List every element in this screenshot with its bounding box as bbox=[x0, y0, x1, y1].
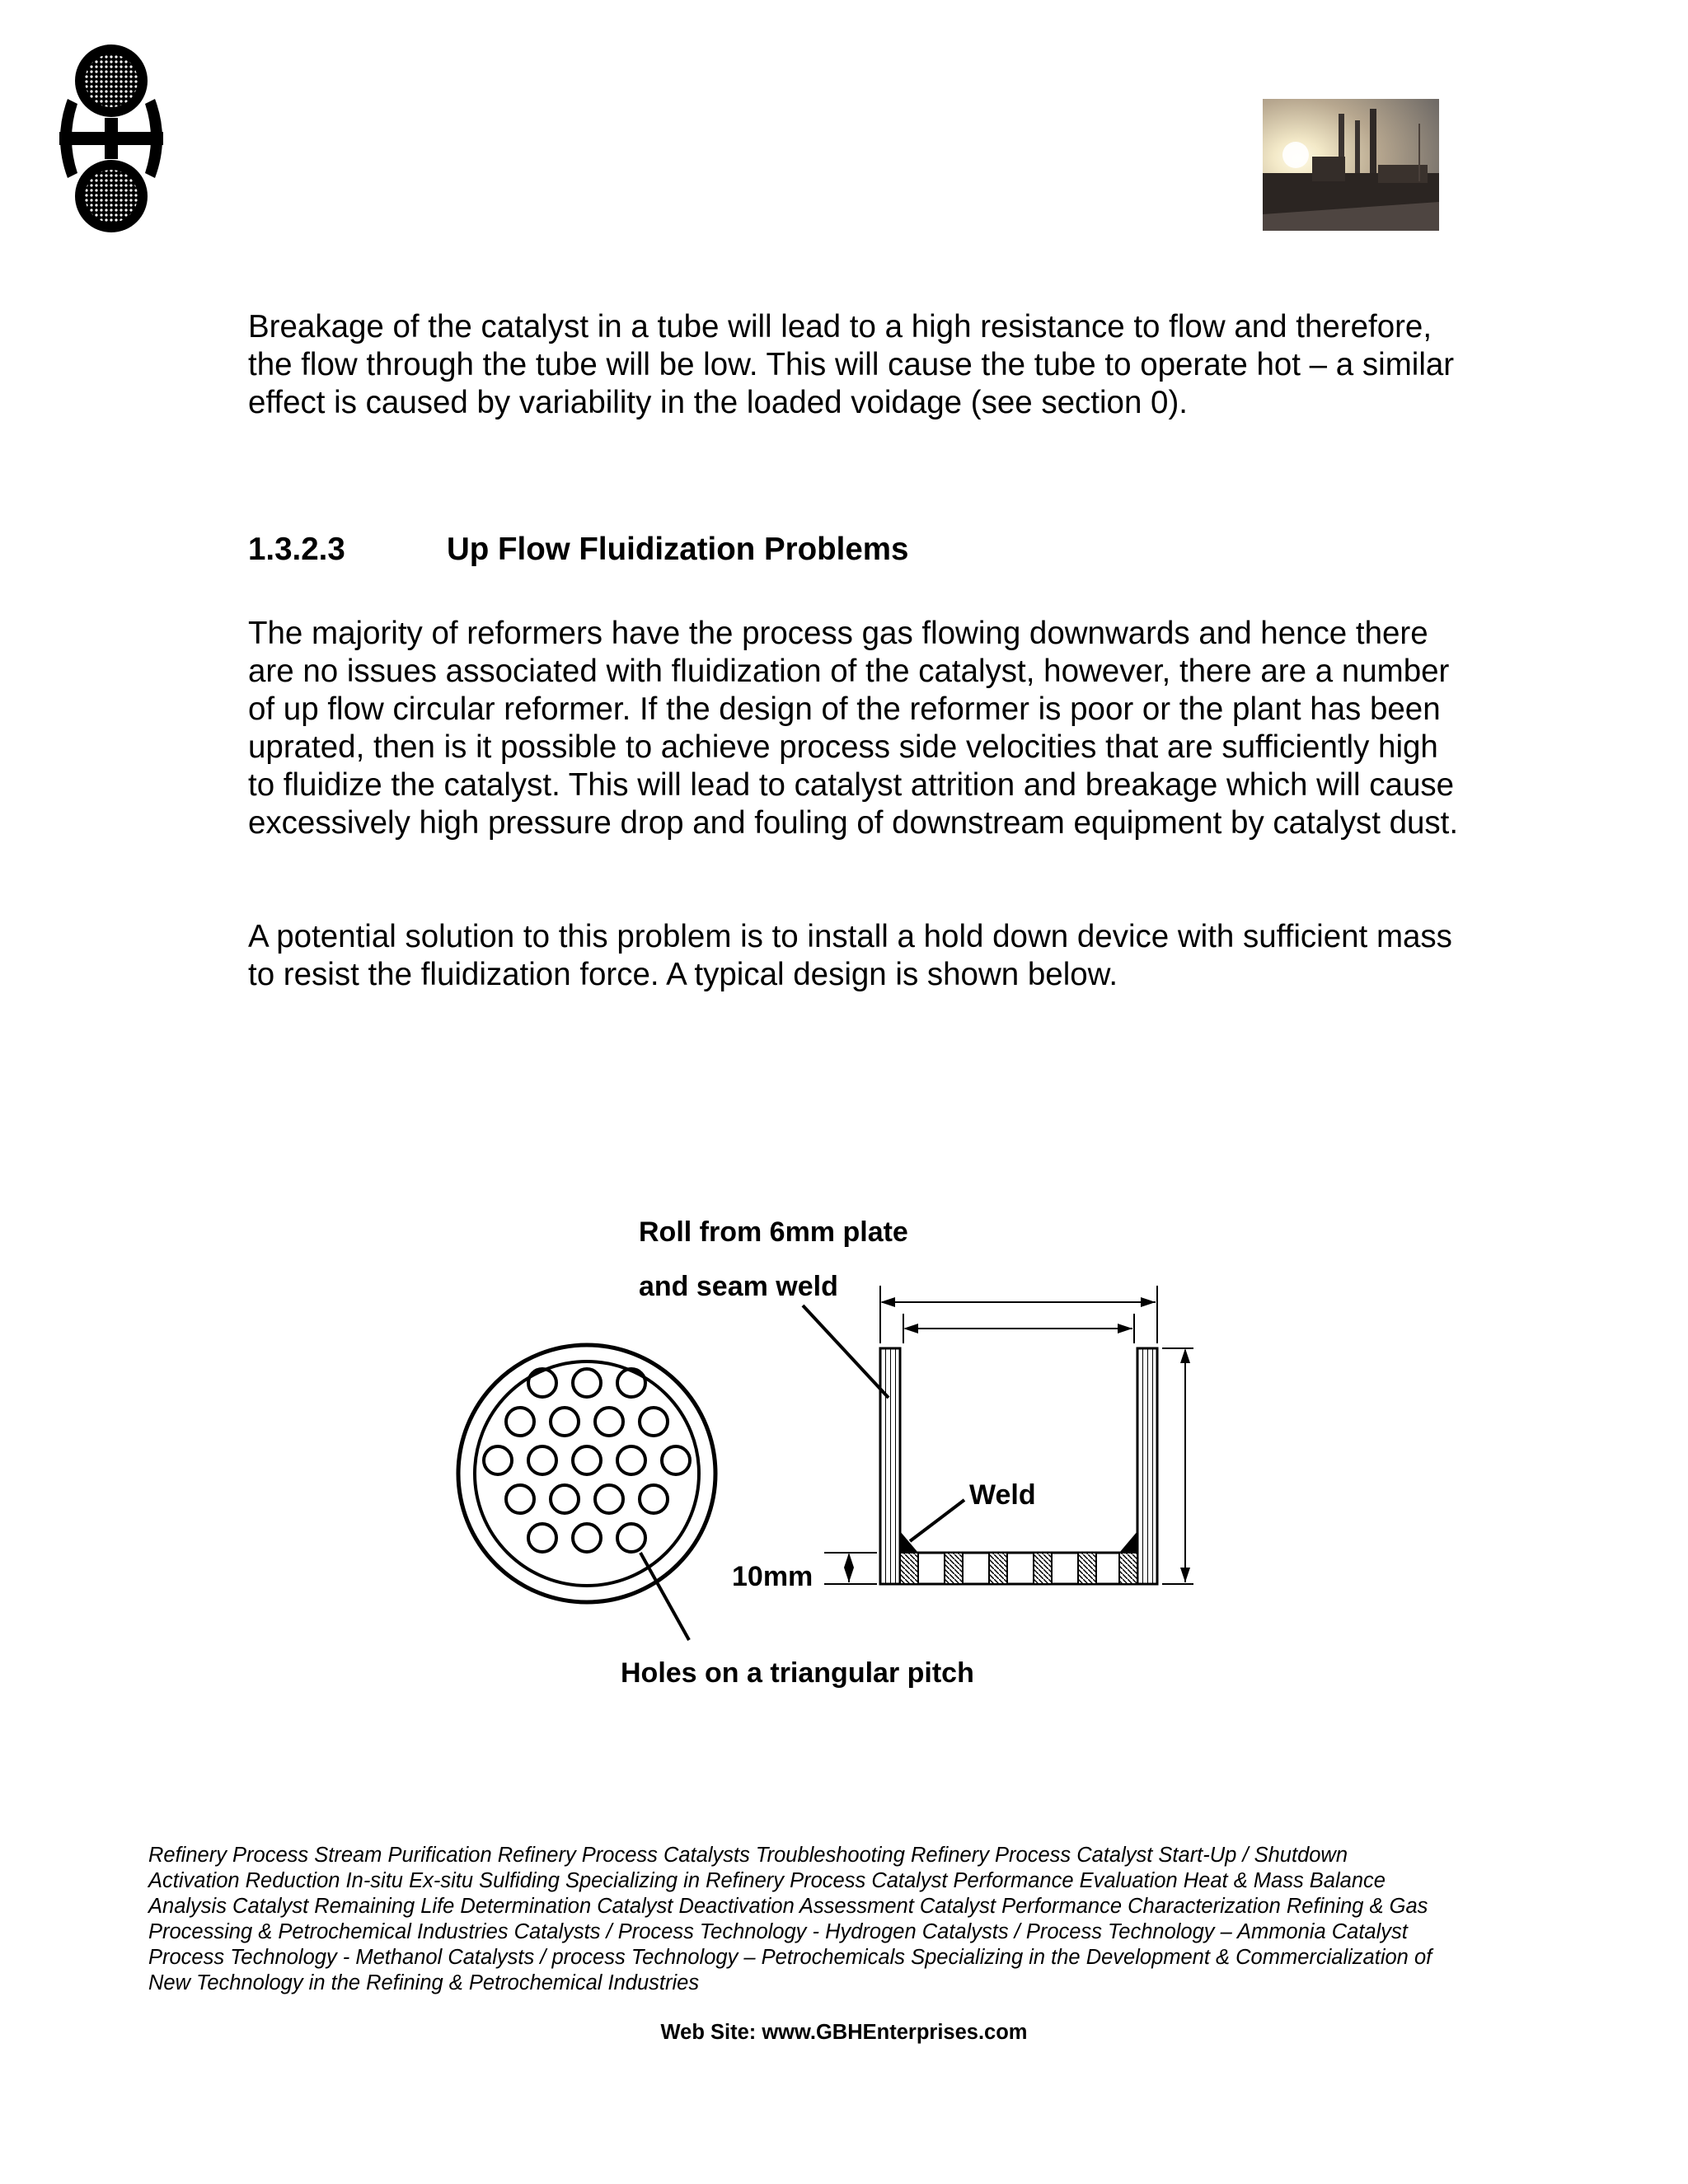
hold-down-side-section bbox=[880, 1348, 1157, 1584]
company-logo bbox=[49, 40, 173, 237]
footer-website: Web Site: www.GBHEnterprises.com bbox=[660, 2021, 1028, 2044]
label-holes-pitch: Holes on a triangular pitch bbox=[621, 1657, 974, 1689]
paragraph-solution: A potential solution to this problem is to install a hold down device with sufficient mass to resist the fluidization force. A typical design is shown below. bbox=[248, 919, 1452, 992]
leader-weld bbox=[910, 1500, 964, 1541]
paragraph-fluidization: The majority of reformers have the process gas flowing downwards and hence there are no issues associated with fluidization of the catalyst, however, there are a number of up flow circular reformer. If the design of the reformer is poor or the plant has been uprated, then is it possible to achieve process side velocities that are sufficiently high to fluidize the catalyst. This will lead to catalyst attrition and breakage which will cause excessively high pressure drop and fouling of downstream equipment by catalyst dust. bbox=[248, 616, 1459, 841]
leader-seam-weld bbox=[803, 1305, 889, 1398]
section-title: Up Flow Fluidization Problems bbox=[447, 532, 909, 567]
label-10mm: 10mm bbox=[732, 1561, 814, 1592]
leader-holes bbox=[640, 1553, 689, 1640]
refinery-photo bbox=[1263, 99, 1439, 231]
label-weld: Weld bbox=[969, 1479, 1036, 1511]
label-seam-weld: and seam weld bbox=[639, 1271, 838, 1302]
footer-services: Refinery Process Stream Purification Refinery Process Catalysts Troubleshooting Refinery Process Catalyst Start-Up / Shutdown Activation Reduction In-situ Ex-situ Sulfiding Specializing in Refinery Process Catalyst Performance Evaluation Heat & Mass Balance Analysis Catalyst Remaining Life Determination Catalyst Deactivation Assessment Catalyst Performance Characterization Refining & Gas Processing & Petrochemical Industries Catalysts / Process Technology - Hydrogen Catalysts / Process Technology – Ammonia Catalyst Process Technology - Methanol Catalysts / process Technology – Petrochemicals Specializing in the Development & Commercialization of New Technology in the Refining & Petrochemical Industries bbox=[148, 1844, 1432, 1994]
section-heading bbox=[248, 531, 908, 569]
hold-down-device-diagram bbox=[445, 1203, 1220, 1698]
section-number: 1.3.2.3 bbox=[248, 532, 345, 567]
paragraph-breakage: Breakage of the catalyst in a tube will lead to a high resistance to flow and therefore, the flow through the tube will be low. This will cause the tube to operate hot – a similar effect is caused by variability in the loaded voidage (see section 0). bbox=[248, 309, 1455, 420]
perforated-disc-top-view bbox=[458, 1345, 715, 1602]
label-roll-plate: Roll from 6mm plate bbox=[639, 1216, 908, 1248]
